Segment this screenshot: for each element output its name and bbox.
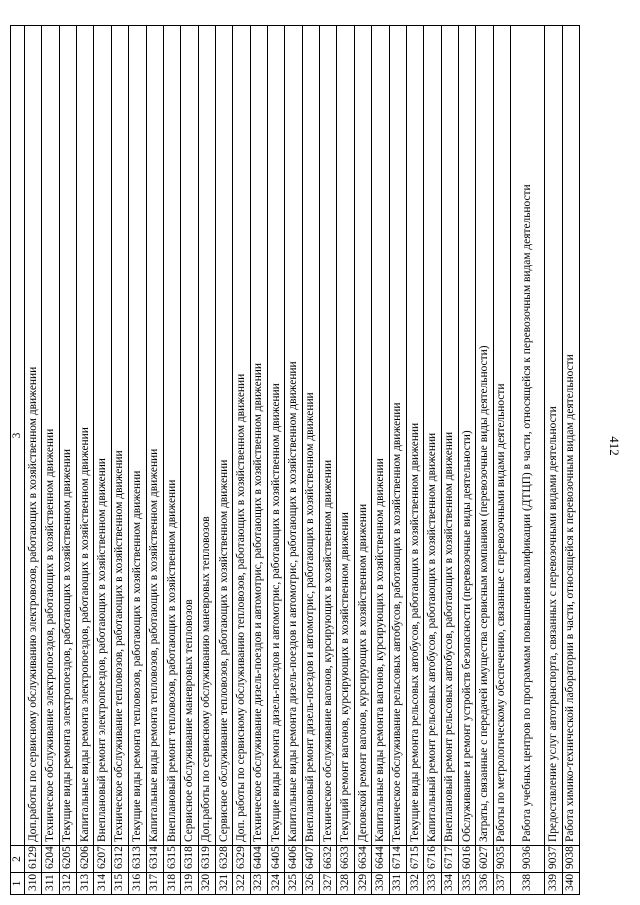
table-row — [42, 26, 59, 895]
row-number: 332 — [406, 873, 423, 895]
item-code: 6016 — [459, 846, 476, 873]
item-name: Работа учебных центров по программам повышения квалификации (ДТЦП) в части, относящейся к перевозочным видам деятельности — [511, 26, 545, 846]
item-code: 9036 — [511, 846, 545, 873]
row-number: 331 — [389, 873, 406, 895]
item-name: Сервисное обслуживание тепловозов, работающих в хозяйственном движении — [215, 26, 232, 846]
item-code: 6313 — [129, 846, 146, 873]
item-code: 6129 — [25, 846, 42, 873]
item-code: 6318 — [181, 846, 198, 873]
item-name: Доп. работы по сервисному обслуживанию тепловозов, работающих в хозяйственном движении — [233, 26, 250, 846]
row-number: 325 — [285, 873, 302, 895]
item-code: 9038 — [562, 846, 580, 873]
table-row — [372, 26, 389, 895]
item-name: Техническое обслуживание электропоездов, работающих в хозяйственном движении — [42, 26, 59, 846]
item-code: 6407 — [302, 846, 319, 873]
row-number: 319 — [181, 873, 198, 895]
table-row — [181, 26, 198, 895]
item-code: 6205 — [59, 846, 76, 873]
item-code: 6405 — [268, 846, 285, 873]
row-number: 340 — [562, 873, 580, 895]
item-code: 6406 — [285, 846, 302, 873]
item-name: Капитальные виды ремонта дизель-поездов и автомотрис, работающих в хозяйственном движении — [285, 26, 302, 846]
item-name: Затраты, связанные с передачей имущества сервисным компаниям (перевозочные виды деятельности) — [476, 26, 493, 846]
row-number: 335 — [459, 873, 476, 895]
item-name: Внеплановый ремонт дизель-поездов и автомотрис, работающих в хозяйственном движении — [302, 26, 319, 846]
item-name: Обслуживание и ремонт устройств безопасности (перевозочные виды деятельности) — [459, 26, 476, 846]
item-code: 6644 — [372, 846, 389, 873]
item-name: Внеплановый ремонт рельсовых автобусов, работающих в хозяйственном движении — [441, 26, 458, 846]
row-number: 328 — [337, 873, 354, 895]
row-number: 334 — [441, 873, 458, 895]
table-row — [476, 26, 493, 895]
item-name: Доп.работы по сервисному обслуживанию электровозов, работающих в хозяйственном движении — [25, 26, 42, 846]
row-number: 329 — [354, 873, 371, 895]
row-number: 337 — [493, 873, 510, 895]
table-row — [268, 26, 285, 895]
item-code: 6717 — [441, 846, 458, 873]
table-row — [441, 26, 458, 895]
item-name: Капитальный ремонт рельсовых автобусов, работающих в хозяйственном движении — [424, 26, 441, 846]
item-code: 6634 — [354, 846, 371, 873]
item-name: Внеплановый ремонт электропоездов, работающих в хозяйственном движении — [94, 26, 111, 846]
item-name: Внеплановый ремонт тепловозов, работающих в хозяйственном движении — [163, 26, 180, 846]
item-code: 6027 — [476, 846, 493, 873]
table-row — [233, 26, 250, 895]
row-number: 336 — [476, 873, 493, 895]
row-number: 324 — [268, 873, 285, 895]
row-number: 339 — [545, 873, 562, 895]
row-number: 323 — [250, 873, 267, 895]
table-row — [424, 26, 441, 895]
item-name: Доп.работы по сервисному обслуживанию маневровых тепловозов — [198, 26, 215, 846]
row-number: 314 — [94, 873, 111, 895]
table-row — [511, 26, 545, 895]
header-cell-1: 1 — [11, 873, 25, 895]
row-number: 322 — [233, 873, 250, 895]
item-code: 9035 — [493, 846, 510, 873]
item-name: Текущий ремонт вагонов, курсирующих в хозяйственном движении — [337, 26, 354, 846]
row-number: 321 — [215, 873, 232, 895]
item-name: Техническое обслуживание вагонов, курсирующих в хозяйственном движении — [320, 26, 337, 846]
item-code: 6312 — [111, 846, 128, 873]
item-name: Техническое обслуживание тепловозов, работающих в хозяйственном движении — [111, 26, 128, 846]
item-name: Сервисное обслуживание маневровых тепловозов — [181, 26, 198, 846]
item-name: Работа химико-технической лаборатории в части, относящейся к перевозочным видам деятельности — [562, 26, 580, 846]
table-row — [545, 26, 562, 895]
item-code: 6633 — [337, 846, 354, 873]
item-name: Капитальные виды ремонта тепловозов, работающих в хозяйственном движении — [146, 26, 163, 846]
item-name: Текущие виды ремонта тепловозов, работающих в хозяйственном движении — [129, 26, 146, 846]
item-code: 6315 — [163, 846, 180, 873]
document-body — [10, 25, 580, 895]
expense-items-table — [10, 25, 580, 895]
item-name: Деповской ремонт вагонов, курсирующих в хозяйственном движении — [354, 26, 371, 846]
item-code: 6404 — [250, 846, 267, 873]
item-code: 9037 — [545, 846, 562, 873]
table-body — [11, 26, 580, 895]
table-row — [163, 26, 180, 895]
item-code: 6319 — [198, 846, 215, 873]
table-row — [77, 26, 94, 895]
row-number: 330 — [372, 873, 389, 895]
item-code: 6632 — [320, 846, 337, 873]
page-number: 412 — [607, 436, 622, 456]
table-row — [302, 26, 319, 895]
item-code: 6715 — [406, 846, 423, 873]
table-row — [389, 26, 406, 895]
table-row — [129, 26, 146, 895]
row-number: 320 — [198, 873, 215, 895]
item-code: 6329 — [233, 846, 250, 873]
row-number: 311 — [42, 873, 59, 895]
table-row — [459, 26, 476, 895]
table-row — [146, 26, 163, 895]
item-name: Текущие виды ремонта дизель-поездов и автомотрис, работающих в хозяйственном движении — [268, 26, 285, 846]
row-number: 333 — [424, 873, 441, 895]
table-row — [493, 26, 510, 895]
item-name: Текущие виды ремонта рельсовых автобусов, работающих в хозяйственном движении — [406, 26, 423, 846]
table-row — [25, 26, 42, 895]
row-number: 326 — [302, 873, 319, 895]
table-row — [354, 26, 371, 895]
table-row — [215, 26, 232, 895]
row-number: 317 — [146, 873, 163, 895]
table-header-row — [11, 26, 25, 895]
item-code: 6204 — [42, 846, 59, 873]
table-row — [337, 26, 354, 895]
item-name: Техническое обслуживание рельсовых автобусов, работающих в хозяйственном движении — [389, 26, 406, 846]
row-number: 313 — [77, 873, 94, 895]
table-row — [111, 26, 128, 895]
table-row — [250, 26, 267, 895]
row-number: 310 — [25, 873, 42, 895]
table-row — [320, 26, 337, 895]
item-name: Текущие виды ремонта электропоездов, работающих в хозяйственном движении — [59, 26, 76, 846]
item-name: Техническое обслуживание дизель-поездов и автомотрис, работающих в хозяйственном движении — [250, 26, 267, 846]
item-name: Предоставление услуг автотранспорта, связанных с перевозочными видами деятельности — [545, 26, 562, 846]
item-code: 6716 — [424, 846, 441, 873]
item-code: 6206 — [77, 846, 94, 873]
table-row — [406, 26, 423, 895]
row-number: 312 — [59, 873, 76, 895]
row-number: 315 — [111, 873, 128, 895]
item-code: 6314 — [146, 846, 163, 873]
table-row — [198, 26, 215, 895]
table-row — [285, 26, 302, 895]
item-name: Работы по метрологическому обеспечению, связанные с перевозочными видами деятельности — [493, 26, 510, 846]
item-code: 6328 — [215, 846, 232, 873]
table-row — [94, 26, 111, 895]
row-number: 327 — [320, 873, 337, 895]
item-code: 6207 — [94, 846, 111, 873]
row-number: 316 — [129, 873, 146, 895]
row-number: 318 — [163, 873, 180, 895]
table-row — [59, 26, 76, 895]
header-cell-3: 3 — [11, 26, 25, 846]
table-row — [562, 26, 580, 895]
item-code: 6714 — [389, 846, 406, 873]
item-name: Капитальные виды ремонта электропоездов, работающих в хозяйственном движении — [77, 26, 94, 846]
row-number: 338 — [511, 873, 545, 895]
item-name: Капитальные виды ремонта вагонов, курсирующих в хозяйственном движении — [372, 26, 389, 846]
header-cell-2: 2 — [11, 846, 25, 873]
